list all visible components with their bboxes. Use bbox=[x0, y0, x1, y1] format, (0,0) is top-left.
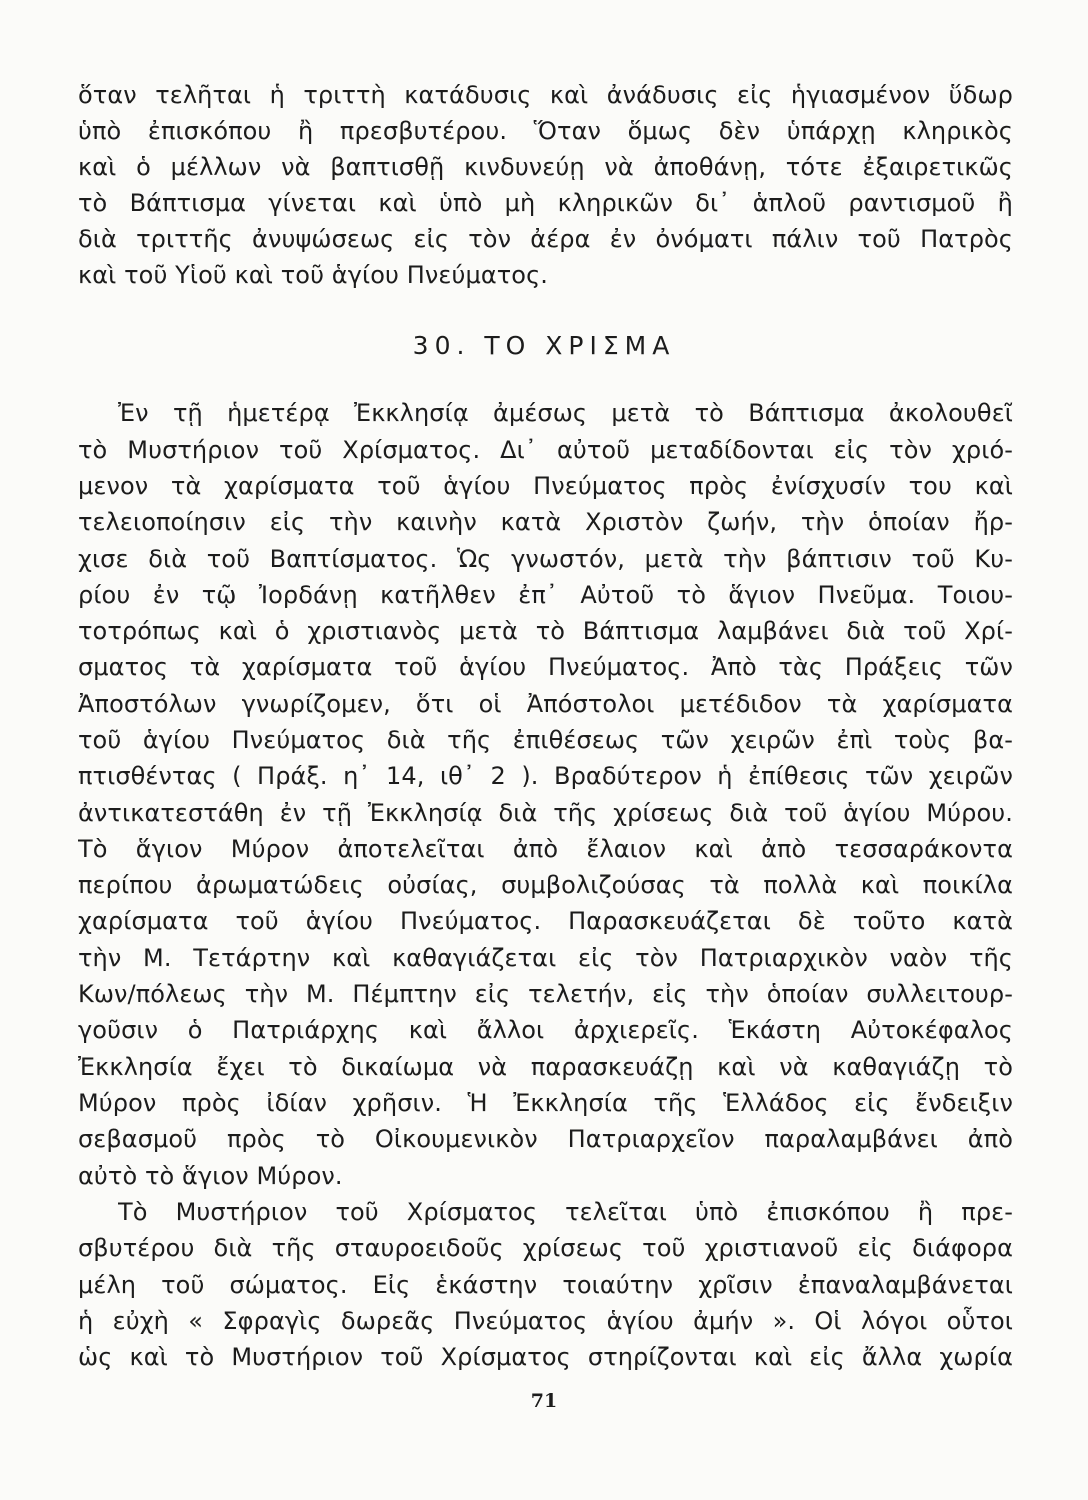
text-line: χαρίσματα τοῦ ἁγίου Πνεύματος. Παρασκευάζεται δὲ τοῦτο κατὰ bbox=[78, 907, 1013, 935]
text-line: Ἐκκλησία ἔχει τὸ δικαίωμα νὰ παρασκευάζῃ καὶ νὰ καθαγιάζῃ τὸ bbox=[78, 1053, 1013, 1081]
text-line: σματος τὰ χαρίσματα τοῦ ἁγίου Πνεύματος. Ἀπὸ τὰς Πράξεις τῶν bbox=[78, 653, 1013, 681]
text-line: τὸ Μυστήριον τοῦ Χρίσματος. Δι᾽ αὐτοῦ μεταδίδονται εἰς τὸν χριό- bbox=[78, 436, 1013, 464]
text-line: χισε διὰ τοῦ Βαπτίσματος. Ὡς γνωστόν, μετὰ τὴν βάπτισιν τοῦ Κυ- bbox=[78, 545, 1013, 573]
text-line: περίπου ἀρωματώδεις οὐσίας, συμβολιζούσας τὰ πολλὰ καὶ ποικίλα bbox=[78, 871, 1013, 899]
text-line: τὸ Βάπτισμα γίνεται καὶ ὑπὸ μὴ κληρικῶν δι᾽ ἁπλοῦ ραντισμοῦ ἢ bbox=[78, 189, 1013, 217]
text-line: Μύρον πρὸς ἰδίαν χρῆσιν. Ἡ Ἐκκλησία τῆς Ἑλλάδος εἰς ἔνδειξιν bbox=[78, 1089, 1013, 1117]
text-line: σεβασμοῦ πρὸς τὸ Οἰκουμενικὸν Πατριαρχεῖον παραλαμβάνει ἀπὸ bbox=[78, 1125, 1013, 1153]
text-line: Ἐν τῇ ἡμετέρᾳ Ἐκκλησίᾳ ἀμέσως μετὰ τὸ Βάπτισμα ἀκολουθεῖ bbox=[118, 399, 1013, 427]
text-line: τοῦ ἁγίου Πνεύματος διὰ τῆς ἐπιθέσεως τῶν χειρῶν ἐπὶ τοὺς βα- bbox=[78, 726, 1013, 754]
text-line: ρίου ἐν τῷ Ἰορδάνῃ κατῆλθεν ἐπ᾽ Αὐτοῦ τὸ ἅγιον Πνεῦμα. Τοιου- bbox=[78, 581, 1013, 609]
text-line: ὅταν τελῆται ἡ τριττὴ κατάδυσις καὶ ἀνάδυσις εἰς ἡγιασμένον ὕδωρ bbox=[78, 81, 1013, 109]
text-line: πτισθέντας ( Πράξ. η᾽ 14, ιθ᾽ 2 ). Βραδύτερον ἡ ἐπίθεσις τῶν χειρῶν bbox=[78, 762, 1013, 790]
text-line: Ἀποστόλων γνωρίζομεν, ὅτι οἱ Ἀπόστολοι μετέδιδον τὰ χαρίσματα bbox=[78, 690, 1013, 718]
section-title: 30. ΤΟ ΧΡΙΣΜΑ bbox=[412, 331, 676, 360]
text-line: Κων/πόλεως τὴν Μ. Πέμπτην εἰς τελετήν, εἰς τὴν ὁποίαν συλλειτουρ- bbox=[78, 980, 1013, 1008]
text-line: τοτρόπως καὶ ὁ χριστιανὸς μετὰ τὸ Βάπτισμα λαμβάνει διὰ τοῦ Χρί- bbox=[78, 617, 1013, 645]
text-line: γοῦσιν ὁ Πατριάρχης καὶ ἄλλοι ἀρχιερεῖς. Ἑκάστη Αὐτοκέφαλος bbox=[78, 1016, 1013, 1044]
text-line: τελειοποίησιν εἰς τὴν καινὴν κατὰ Χριστὸν ζωήν, τὴν ὁποίαν ἤρ- bbox=[78, 508, 1013, 536]
text-line: μενον τὰ χαρίσματα τοῦ ἁγίου Πνεύματος πρὸς ἐνίσχυσίν του καὶ bbox=[78, 472, 1013, 500]
text-line: ὡς καὶ τὸ Μυστήριον τοῦ Χρίσματος στηρίζονται καὶ εἰς ἄλλα χωρία bbox=[78, 1343, 1013, 1371]
text-line: αὐτὸ τὸ ἅγιον Μύρον. bbox=[78, 1162, 343, 1190]
text-line: σβυτέρου διὰ τῆς σταυροειδοῦς χρίσεως τοῦ χριστιανοῦ εἰς διάφορα bbox=[78, 1234, 1013, 1262]
text-line: διὰ τριττῆς ἀνυψώσεως εἰς τὸν ἀέρα ἐν ὀνόματι πάλιν τοῦ Πατρὸς bbox=[78, 225, 1013, 253]
text-line: καὶ ὁ μέλλων νὰ βαπτισθῇ κινδυνεύῃ νὰ ἀποθάνῃ, τότε ἐξαιρετικῶς bbox=[78, 153, 1013, 181]
page-number: 71 bbox=[530, 1390, 558, 1412]
text-line: μέλη τοῦ σώματος. Εἰς ἑκάστην τοιαύτην χρῖσιν ἐπαναλαμβάνεται bbox=[78, 1271, 1013, 1299]
text-line: Τὸ Μυστήριον τοῦ Χρίσματος τελεῖται ὑπὸ ἐπισκόπου ἢ πρε- bbox=[118, 1198, 1013, 1226]
text-line: καὶ τοῦ Υἱοῦ καὶ τοῦ ἁγίου Πνεύματος. bbox=[78, 261, 549, 289]
text-line: ἀντικατεστάθη ἐν τῇ Ἐκκλησίᾳ διὰ τῆς χρίσεως διὰ τοῦ ἁγίου Μύρου. bbox=[78, 799, 1013, 827]
text-line: ἡ εὐχὴ « Σφραγὶς δωρεᾶς Πνεύματος ἁγίου ἀμήν ». Οἱ λόγοι οὗτοι bbox=[78, 1307, 1013, 1335]
text-line: Τὸ ἅγιον Μύρον ἀποτελεῖται ἀπὸ ἔλαιον καὶ ἀπὸ τεσσαράκοντα bbox=[78, 835, 1013, 863]
text-line: τὴν Μ. Τετάρτην καὶ καθαγιάζεται εἰς τὸν Πατριαρχικὸν ναὸν τῆς bbox=[78, 944, 1013, 972]
text-line: ὑπὸ ἐπισκόπου ἢ πρεσβυτέρου. Ὅταν ὅμως δὲν ὑπάρχῃ κληρικὸς bbox=[78, 117, 1013, 145]
